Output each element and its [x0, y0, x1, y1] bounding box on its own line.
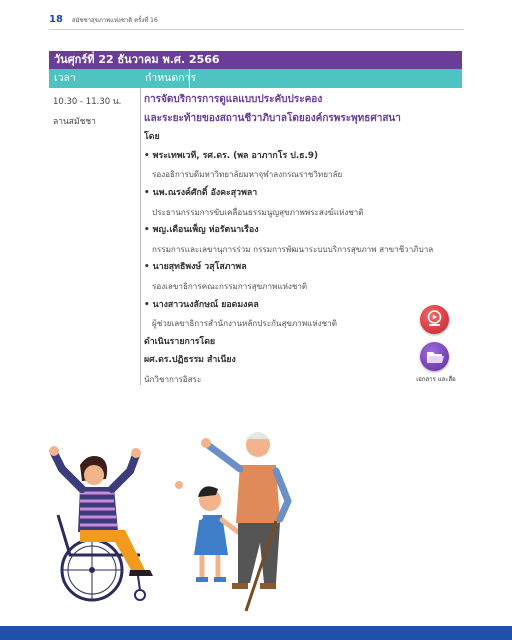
session-time: 10.30 - 11.30 น. [53, 97, 122, 107]
moderator-role: นักวิชาการอิสระ [144, 373, 202, 384]
video-icon [420, 305, 449, 334]
header-divider [49, 29, 464, 30]
speaker-role: รองอธิการบดีมหาวิทยาลัยมหาจุฬาลงกรณราชวิทยาลัย [152, 169, 343, 180]
folder-icon [420, 342, 449, 371]
speaker-role: ผู้ช่วยเลขาธิการสำนักงานหลักประกันสุขภาพแห่งชาติ [152, 318, 337, 329]
speaker-role: ประธานกรรมการขับเคลื่อนธรรมนูญสุขภาพพระสงฆ์แห่งชาติ [152, 206, 364, 217]
column-divider [140, 88, 141, 385]
documents-label: เอกสาร และสื่อ [416, 376, 456, 383]
page-number: 18 [49, 14, 63, 25]
moderator-name: ผศ.ดร.ปฏิธรรม สำเนียง [144, 355, 236, 366]
by-label: โดย [144, 132, 160, 143]
video-button[interactable] [420, 305, 449, 334]
speaker-name: • นายสุทธิพงษ์ วสุโสภาพล [144, 262, 247, 273]
moderator-label: ดำเนินรายการโดย [144, 336, 216, 347]
speaker-name: • พระเทพเวที, รศ.ดร. (พล อาภากโร ป.ธ.9) [144, 150, 319, 161]
time-cell [53, 92, 121, 132]
speaker-name: • นางสาวนงลักษณ์ ยอดมงคล [144, 299, 259, 310]
running-title: สมัชชาสุขภาพแห่งชาติ ครั้งที่ 16 [71, 17, 158, 24]
speaker-name: • พญ.เดือนเพ็ญ ห่อรัตนาเรือง [144, 225, 259, 236]
column-header [49, 69, 462, 88]
date-band: วันศุกร์ที่ 22 ธันวาคม พ.ศ. 2566 [49, 51, 462, 69]
speaker-role: กรรมการและเลขานุการร่วม กรรมการพัฒนาระบบบริการสุขภาพ สาขาชีวาภิบาล [152, 243, 434, 254]
footer-band [0, 626, 512, 640]
documents-button[interactable] [420, 342, 449, 371]
speaker-role: รองเลขาธิการคณะกรรมการสุขภาพแห่งชาติ [152, 280, 308, 291]
speaker-name: • นพ.ณรงค์ศักดิ์ อังคะสุวพลา [144, 187, 258, 198]
illustration-inclusive-care [40, 425, 300, 615]
session-title-line1: การจัดบริการการดูแลแบบประคับประคอง [144, 94, 323, 105]
column-time-label: เวลา [54, 72, 76, 84]
girl-figure [175, 481, 238, 582]
session-title-line2: และระยะท้ายของสถานชีวาภิบาลโดยองค์กรพระพุทธศาสนา [144, 112, 401, 124]
page-header [49, 14, 158, 25]
session-venue: ลานสมัชชา [53, 117, 96, 127]
agenda-cell [144, 91, 462, 389]
column-agenda-label: กำหนดการ [145, 72, 197, 84]
